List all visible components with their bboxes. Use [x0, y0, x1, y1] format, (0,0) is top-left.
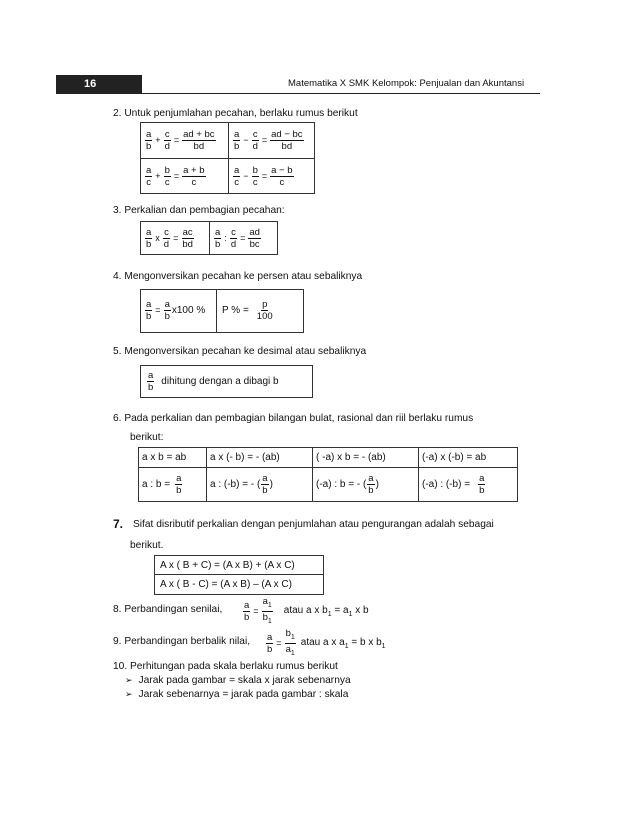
distributive-addition: A x ( B + C) = (A x B) + (A x C)	[160, 559, 295, 571]
item-6-continuation: berikut:	[130, 432, 164, 443]
item-4-text: 4. Mengonversikan pecahan ke persen atau sebaliknya	[113, 271, 363, 282]
formula-percent-to-fraction: P % = $\frac{p}{100}$	[222, 298, 273, 322]
rule-pos-pos-multiply: a x b = ab	[142, 452, 187, 463]
rule-pos-neg-multiply: a x (- b) = - (ab)	[210, 452, 280, 463]
formula-sub-different: $\frac{a}{b}$ − $\frac{c}{d}$ = $\frac{ad - bc}{bd}$	[234, 128, 303, 152]
rule-pos-neg-divide: a : (-b) = - ( $\frac{a}{b}$ )	[210, 473, 273, 496]
item-2-text: 2. Untuk penjumlahan pecahan, berlaku rumus berikut	[113, 108, 358, 119]
formula-sub-same: $\frac{a}{c}$ − $\frac{b}{c}$ = $\frac{a - b}{c}$	[234, 164, 293, 188]
bullet-item: ➢ Jarak pada gambar = skala x jarak sebenarnya	[125, 675, 351, 686]
rule-neg-pos-divide: (-a) : b = - ( $\frac{a}{b}$ )	[316, 473, 379, 496]
arrow-bullet-icon: ➢	[125, 689, 133, 699]
formula-direct-proportion: $\frac{a}{b}$ = $\frac{a_1}{b_1}$ atau a x $b_1 = a_1$ x b	[244, 595, 369, 625]
item-7-continuation: berikut.	[130, 540, 164, 551]
divider	[206, 447, 207, 502]
rule-neg-pos-multiply: ( -a) x b = - (ab)	[316, 452, 386, 463]
item-3-text: 3. Perkalian dan pembagian pecahan:	[113, 205, 285, 216]
rule-neg-neg-multiply: (-a) x (-b) = ab	[422, 452, 487, 463]
item-6-text: 6. Pada perkalian dan pembagian bilangan bulat, rasional dan riil berlaku rumus	[113, 413, 474, 424]
divider	[140, 158, 315, 159]
divider	[138, 467, 518, 468]
formula-fraction-to-percent: $\frac{a}{b}$ = $\frac{a}{b}$ x100 %	[146, 298, 206, 322]
item-8-text: 8. Perbandingan senilai,	[113, 604, 223, 615]
rule-neg-neg-divide: (-a) : (-b) = $\frac{a}{b}$	[422, 473, 485, 496]
distributive-subtraction: A x ( B - C) = (A x B) – (A x C)	[160, 579, 292, 590]
item-7-text: Sifat disributif perkalian dengan penjumlahan atau pengurangan adalah sebagai	[133, 519, 494, 530]
item-10-text: 10. Perhitungan pada skala berlaku rumus berikut	[113, 661, 338, 672]
divider	[216, 289, 217, 333]
formula-add-different: $\frac{a}{b}$ + $\frac{c}{d}$ = $\frac{ad + bc}{bd}$	[146, 128, 215, 152]
formula-divide: $\frac{a}{b}$ : $\frac{c}{d}$ = $\frac{ad}{bc}$	[215, 226, 260, 250]
item-5-text: 5. Mengonversikan pecahan ke desimal atau sebaliknya	[113, 346, 367, 357]
arrow-bullet-icon: ➢	[125, 675, 133, 685]
formula-fraction-to-decimal: $\frac{a}{b}$ dihitung dengan a dibagi b	[148, 370, 279, 393]
page-header-title: Matematika X SMK Kelompok: Penjualan dan Akuntansi	[288, 78, 525, 89]
item-7-number: 7.	[113, 517, 124, 531]
page-number-block	[56, 75, 142, 94]
divider	[418, 447, 419, 502]
item-9-text: 9. Perbandingan berbalik nilai,	[113, 636, 251, 647]
bullet-item: ➢ Jarak sebenarnya = jarak pada gambar : skala	[125, 689, 349, 700]
header-rule	[142, 93, 540, 94]
formula-inverse-proportion: $\frac{a}{b}$ = $\frac{b_1}{a_1}$ atau a x $a_1 = b$ x $b_1$	[267, 627, 386, 657]
divider	[312, 447, 313, 502]
divider	[209, 221, 210, 255]
formula-add-same: $\frac{a}{c}$ + $\frac{b}{c}$ = $\frac{a + b}{c}$	[146, 164, 205, 188]
page-number: 16	[84, 78, 97, 90]
formula-multiply: $\frac{a}{b}$ x $\frac{c}{d}$ = $\frac{ac}{bd}$	[146, 226, 193, 250]
rule-pos-pos-divide: a : b = $\frac{a}{b}$	[142, 473, 182, 496]
